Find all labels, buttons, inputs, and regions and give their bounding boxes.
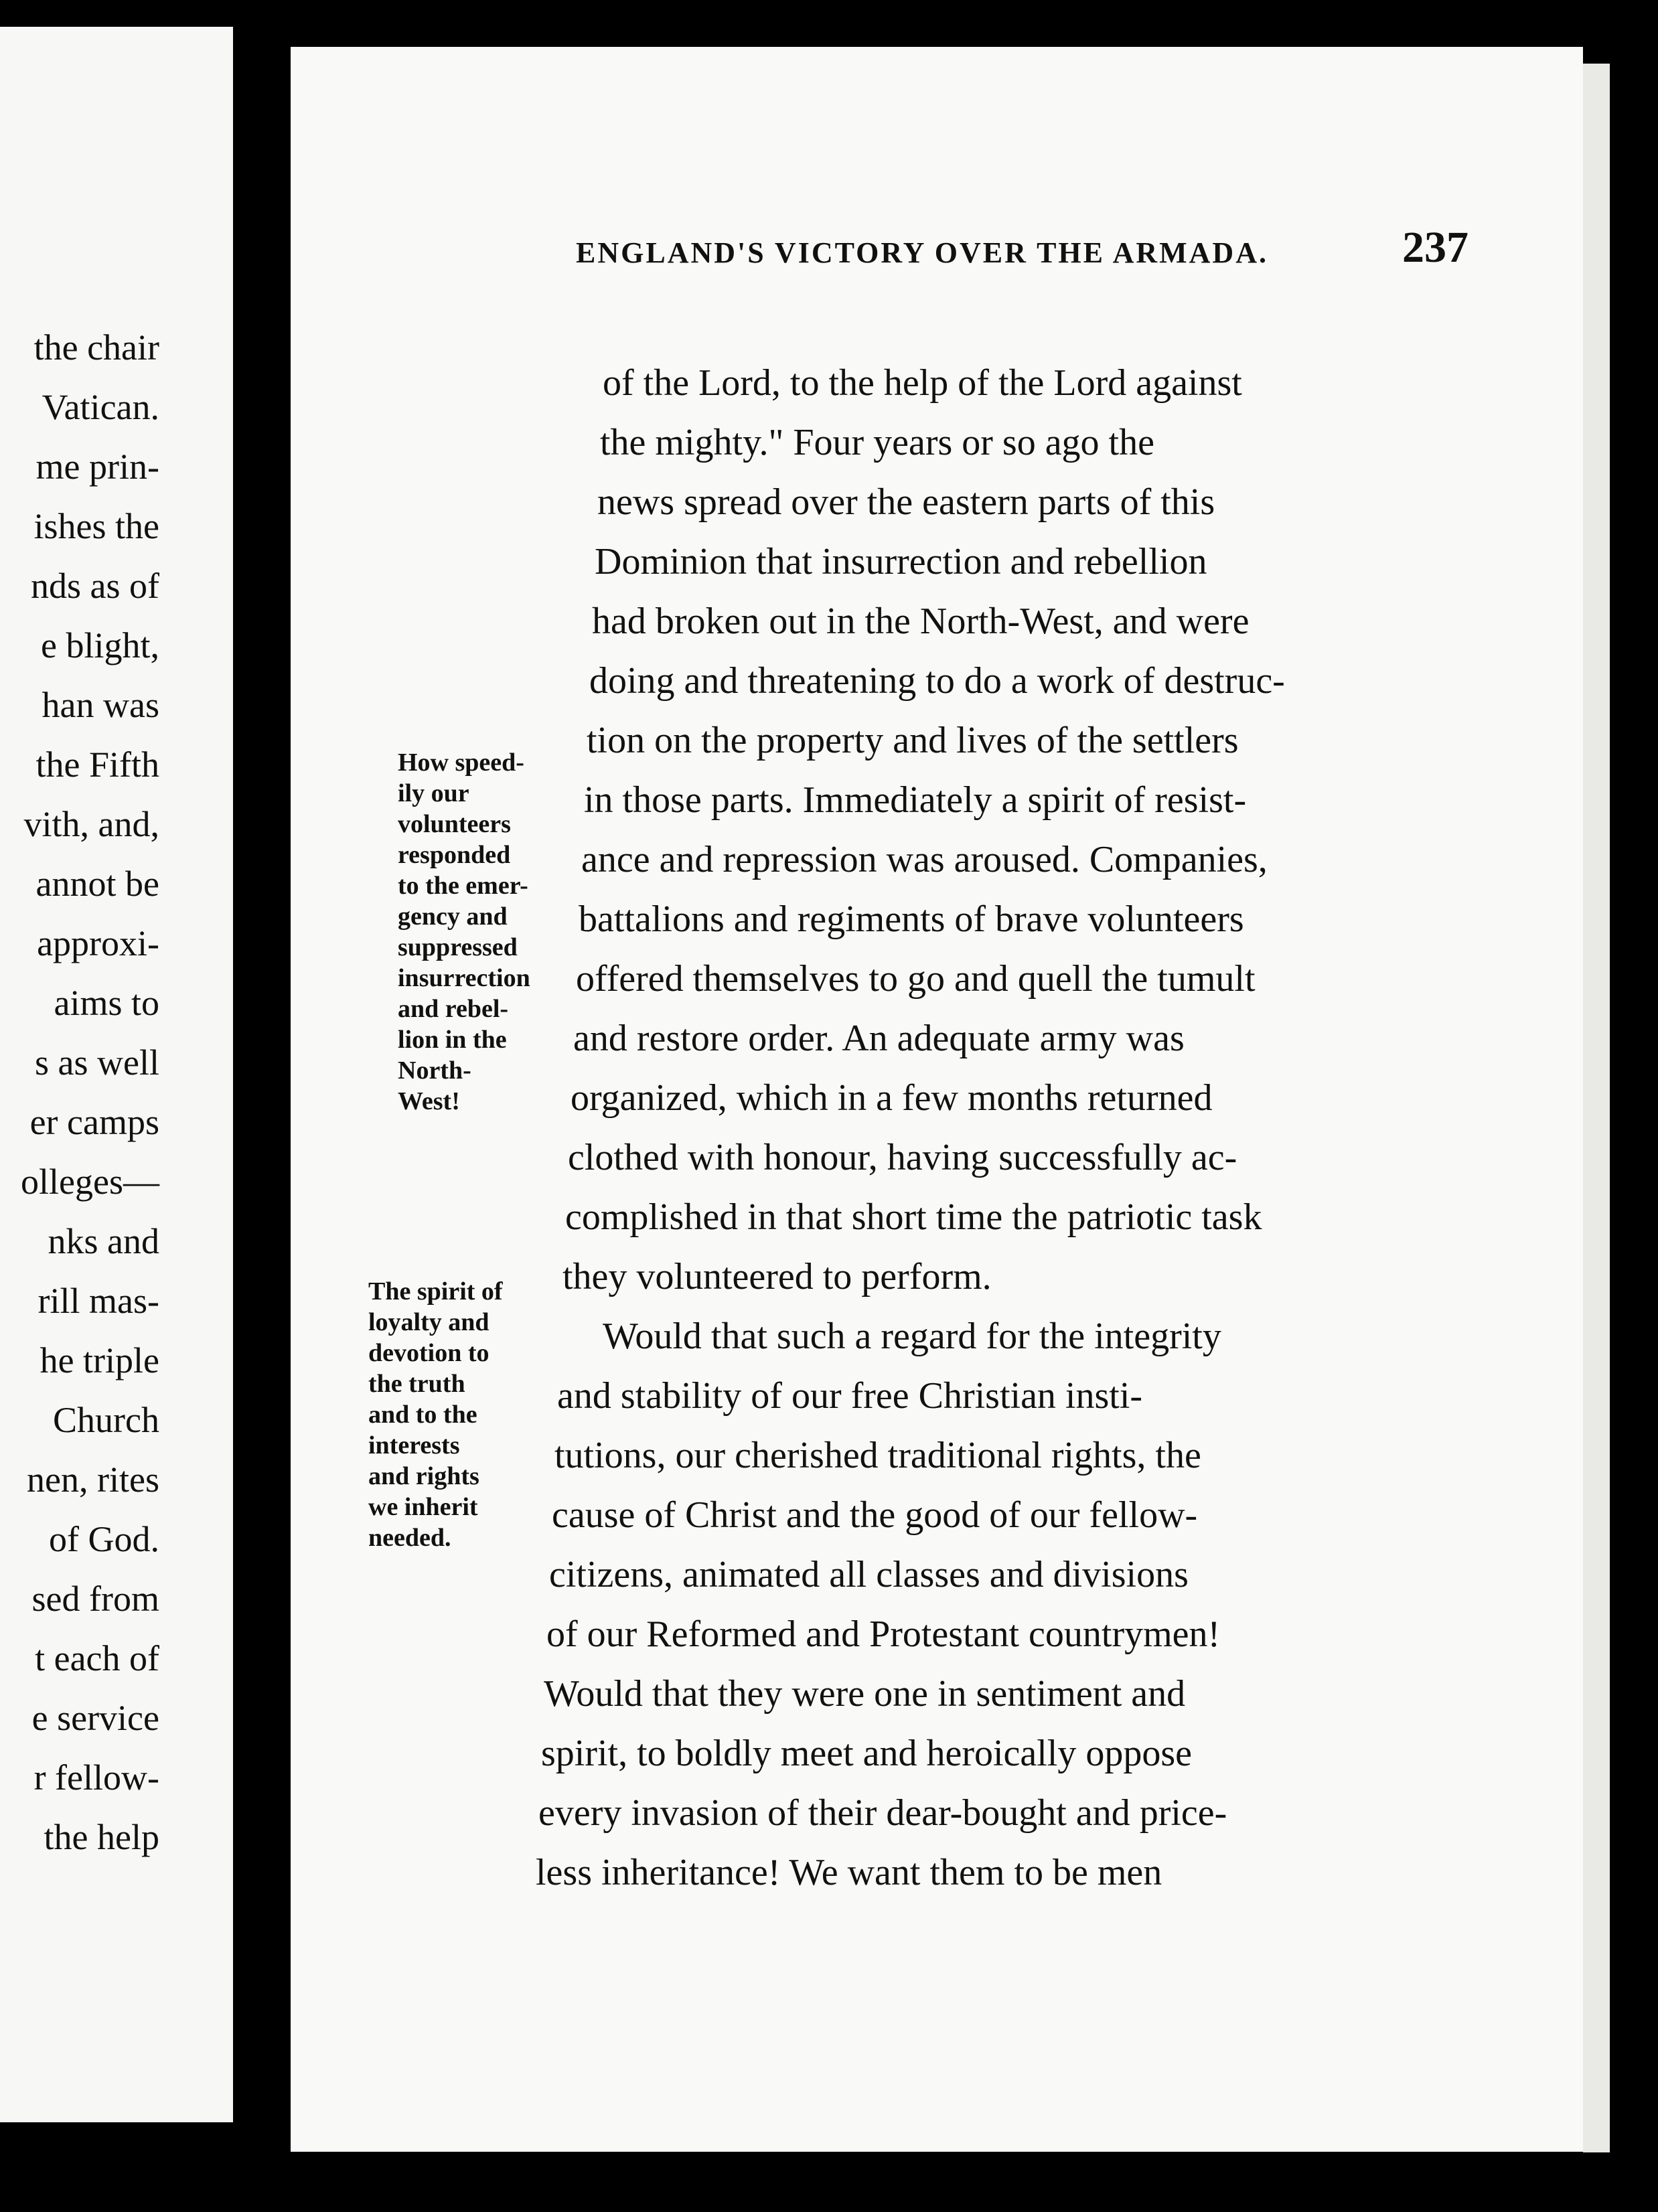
body-line: news spread over the eastern parts of this — [597, 481, 1215, 523]
body-line: of our Reformed and Protestant countrymen! — [546, 1613, 1221, 1655]
sidenote-line: we inherit — [368, 1493, 478, 1521]
body-line: the mighty." Four years or so ago the — [600, 422, 1154, 463]
body-line: of the Lord, to the help of the Lord against — [603, 362, 1242, 404]
left-page-line: rill mas- — [37, 1281, 159, 1321]
body-line: clothed with honour, having successfully ac- — [568, 1137, 1237, 1178]
body-line: complished in that short time the patriotic task — [565, 1196, 1262, 1238]
left-page-line: nks and — [48, 1221, 159, 1261]
left-page-line: aims to — [54, 983, 159, 1023]
facing-page-left — [0, 27, 233, 2122]
left-page-line: r fellow- — [33, 1757, 159, 1798]
sidenote-line: gency and — [398, 902, 508, 931]
sidenote-line: The spirit of — [368, 1277, 503, 1306]
sidenote-line: and rebel- — [398, 995, 509, 1023]
sidenote-line: ily our — [398, 779, 469, 807]
left-page-line: han was — [42, 685, 159, 725]
sidenote-line: needed. — [368, 1524, 451, 1552]
left-page-line: e blight, — [41, 625, 159, 665]
body-line: Would that they were one in sentiment and — [544, 1673, 1186, 1715]
sidenote-line: to the emer- — [398, 872, 528, 900]
body-line: battalions and regiments of brave volunteers — [579, 898, 1244, 940]
sidenote-line: suppressed — [398, 933, 518, 961]
left-page-line: vith, and, — [23, 804, 159, 844]
sidenote-line: insurrection — [398, 964, 530, 992]
book-page-right — [291, 47, 1583, 2152]
body-line: and restore order. An adequate army was — [573, 1018, 1185, 1059]
left-page-line: Vatican. — [42, 387, 159, 427]
body-line: ance and repression was aroused. Companies, — [581, 839, 1268, 880]
body-line: every invasion of their dear-bought and price- — [538, 1792, 1227, 1834]
sidenote-line: How speed- — [398, 748, 524, 777]
sidenote-line: lion in the — [398, 1026, 507, 1054]
body-line: Would that such a regard for the integrity — [603, 1316, 1221, 1357]
left-page-line: Church — [53, 1400, 159, 1440]
body-line: and stability of our free Christian insti- — [557, 1375, 1143, 1417]
sidenote-line: and to the — [368, 1401, 477, 1429]
book-gutter — [233, 0, 291, 2212]
left-page-line: of God. — [49, 1519, 159, 1559]
page-edge-shadow — [1583, 64, 1610, 2152]
body-line: doing and threatening to do a work of destruc- — [589, 660, 1285, 702]
sidenote-line: and rights — [368, 1462, 479, 1490]
sidenote-line: responded — [398, 841, 511, 869]
sidenote-line: volunteers — [398, 810, 511, 838]
body-line: less inheritance! We want them to be men — [536, 1852, 1162, 1893]
left-page-line: e service — [31, 1698, 159, 1738]
body-line: tutions, our cherished traditional rights, the — [554, 1435, 1201, 1476]
body-line: they volunteered to perform. — [562, 1256, 992, 1297]
body-line: cause of Christ and the good of our fellow- — [552, 1494, 1198, 1536]
left-page-line: the Fifth — [35, 744, 159, 785]
left-page-line: er camps — [29, 1102, 159, 1142]
left-page-line: nen, rites — [27, 1459, 159, 1500]
sidenote-line: West! — [398, 1087, 460, 1115]
sidenote-line: devotion to — [368, 1339, 489, 1367]
body-line: organized, which in a few months returned — [571, 1077, 1213, 1119]
left-page-line: nds as of — [31, 566, 159, 606]
body-line: Dominion that insurrection and rebellion — [595, 541, 1207, 582]
left-page-line: approxi- — [37, 923, 159, 963]
left-page-line: the help — [44, 1817, 159, 1857]
sidenote-line: loyalty and — [368, 1308, 489, 1336]
left-page-line: sed from — [31, 1579, 159, 1619]
page-number: 237 — [1402, 223, 1468, 272]
sidenote-line: North- — [398, 1056, 471, 1085]
left-page-line: the chair — [33, 327, 159, 368]
body-line: spirit, to boldly meet and heroically oppose — [541, 1733, 1193, 1774]
body-line: citizens, animated all classes and divisions — [549, 1554, 1189, 1595]
body-text — [291, 47, 1583, 2152]
sidenote-line: the truth — [368, 1370, 465, 1398]
left-page-line: annot be — [35, 864, 159, 904]
left-page-line: s as well — [35, 1042, 159, 1083]
body-line: tion on the property and lives of the settlers — [587, 720, 1239, 761]
left-page-line: me prin- — [35, 447, 159, 487]
left-page-line: t each of — [35, 1638, 159, 1678]
sidenote-line: interests — [368, 1431, 460, 1459]
left-page-line: ishes the — [33, 506, 159, 546]
left-page-line: he triple — [40, 1340, 159, 1380]
body-line: had broken out in the North-West, and were — [592, 601, 1250, 642]
left-page-line: olleges— — [21, 1162, 159, 1202]
body-line: offered themselves to go and quell the tumult — [576, 958, 1256, 1000]
running-head: ENGLAND'S VICTORY OVER THE ARMADA. — [576, 236, 1268, 269]
body-line: in those parts. Immediately a spirit of resist- — [584, 779, 1247, 821]
